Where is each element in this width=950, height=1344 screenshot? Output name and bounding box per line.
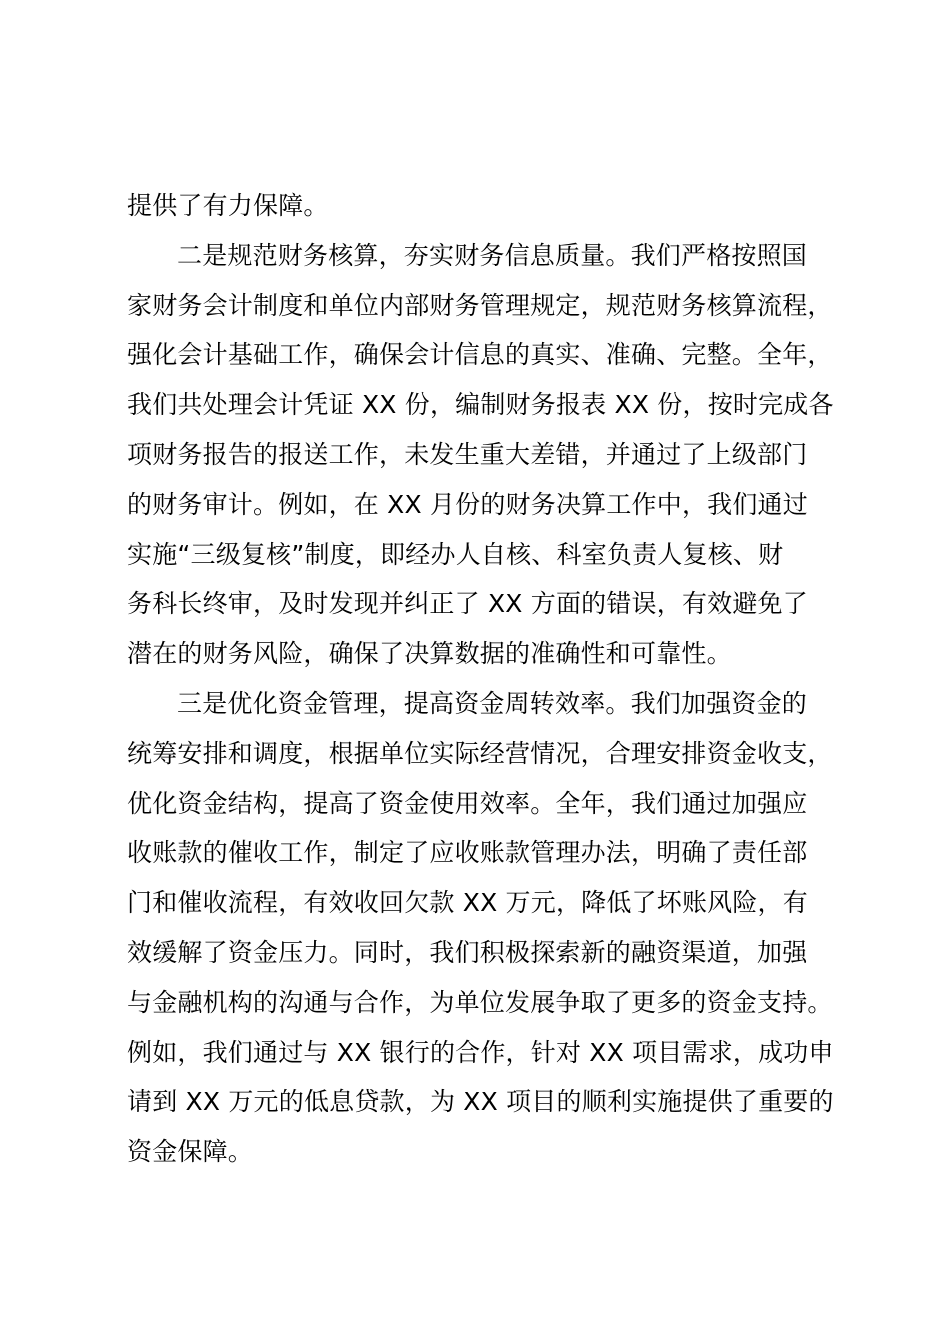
text-line: 门和催收流程，有效收回欠款 XX 万元，降低了坏账风险，有 xyxy=(127,888,808,918)
text-line: 例如，我们通过与 XX 银行的合作，针对 XX 项目需求，成功申 xyxy=(127,1037,834,1067)
text-line: 收账款的催收工作，制定了应收账款管理办法，明确了责任部 xyxy=(127,838,808,868)
text-line: 统筹安排和调度，根据单位实际经营情况，合理安排资金收支， xyxy=(127,738,833,768)
text-line: 资金保障。 xyxy=(127,1137,254,1167)
body-text xyxy=(127,181,847,1177)
text-line: 请到 XX 万元的低息贷款，为 XX 项目的顺利实施提供了重要的 xyxy=(127,1087,834,1117)
paragraph-start-line: 二是规范财务核算，夯实财务信息质量。我们严格按照国 xyxy=(177,240,808,270)
text-line: 务科长终审，及时发现并纠正了 XX 方面的错误，有效避免了 xyxy=(127,589,808,619)
text-line: 我们共处理会计凭证 XX 份，编制财务报表 XX 份，按时完成各 xyxy=(127,390,834,420)
text-line: 强化会计基础工作，确保会计信息的真实、准确、完整。全年， xyxy=(127,340,833,370)
text-line: 优化资金结构，提高了资金使用效率。全年，我们通过加强应 xyxy=(127,788,808,818)
text-line: 实施“三级复核”制度，即经办人自核、科室负责人复核、财 xyxy=(127,539,784,569)
text-line: 家财务会计制度和单位内部财务管理规定，规范财务核算流程， xyxy=(127,290,833,320)
text-line: 与金融机构的沟通与合作，为单位发展争取了更多的资金支持。 xyxy=(127,987,833,1017)
text-line: 提供了有力保障。 xyxy=(127,191,329,220)
text-line: 效缓解了资金压力。同时，我们积极探索新的融资渠道，加强 xyxy=(127,937,808,967)
paragraph-start-line: 三是优化资金管理，提高资金周转效率。我们加强资金的 xyxy=(177,688,808,718)
text-line: 潜在的财务风险，确保了决算数据的准确性和可靠性。 xyxy=(127,639,732,669)
text-line: 项财务报告的报送工作，未发生重大差错，并通过了上级部门 xyxy=(127,439,808,469)
text-line: 的财务审计。例如，在 XX 月份的财务决算工作中，我们通过 xyxy=(127,489,808,519)
